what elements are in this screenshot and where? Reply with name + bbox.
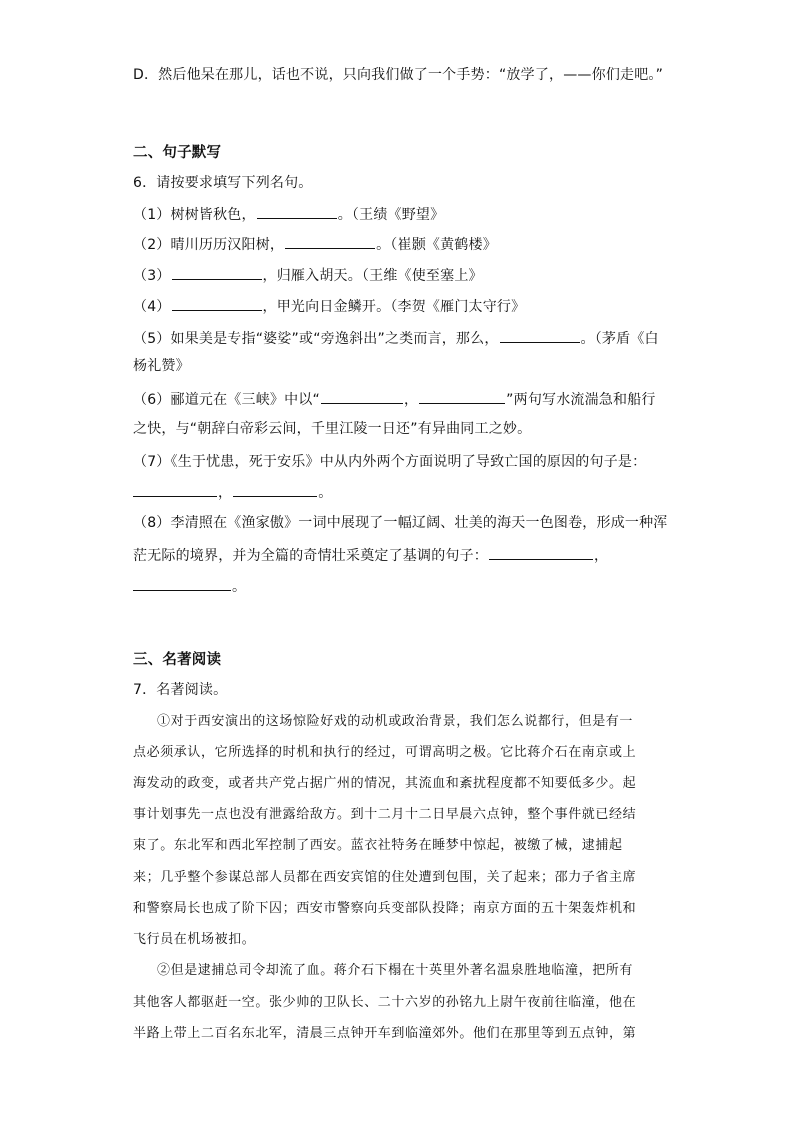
q6-item-7-comma: ， xyxy=(218,485,233,501)
q6-item-3-num: （3） xyxy=(133,268,171,284)
q6-item-1-text: （1）树树皆秋色， xyxy=(133,207,256,223)
q6-item-8-line1: （8）李清照在《渔家傲》一词中展现了一幅辽阔、壮美的海天一色图卷，形成一种浑 xyxy=(133,515,668,531)
q6-item-6-comma: ， xyxy=(403,392,419,408)
q6-item-8-comma: ， xyxy=(594,548,609,564)
q6-item-6-text: （6）郦道元在《三峡》中以“ xyxy=(133,392,320,408)
answer-blank xyxy=(285,234,375,249)
q6-item-5-source: 。（茅盾《白 xyxy=(580,331,659,347)
q6-item-7-line2 xyxy=(133,482,332,503)
answer-blank xyxy=(489,545,593,560)
q6-item-4 xyxy=(133,296,525,317)
passage-line: 来；几乎整个参谋总部人员都在西安宾馆的住处遭到包围，关了起来；邵力子省主席 xyxy=(133,870,637,885)
q6-item-2-source: 。（崔颢《黄鹤楼》 xyxy=(376,237,497,253)
passage-line: 半路上带上二百名东北军，清晨三点钟开车到临潼郊外。他们在那里等到五点钟，第 xyxy=(133,1026,637,1041)
q6-item-5-line1 xyxy=(133,328,659,349)
passage-line: 其他客人都驱赶一空。张少帅的卫队长、二十六岁的孙铭九上尉午夜前往临潼，他在 xyxy=(133,995,637,1010)
answer-blank xyxy=(321,389,403,404)
q6-item-3 xyxy=(133,265,483,286)
answer-blank xyxy=(133,576,231,591)
passage-line: ①对于西安演出的这场惊险好戏的动机或政治背景，我们怎么说都行，但是有一 xyxy=(157,714,634,729)
q6-item-1 xyxy=(133,204,444,225)
section3-title: 三、名著阅读 xyxy=(133,652,222,668)
passage-line: ②但是逮捕总司令却流了血。蒋介石下榻在十英里外著名温泉胜地临潼，把所有 xyxy=(157,963,634,978)
q6-item-2-text: （2）晴川历历汉阳树， xyxy=(133,237,285,253)
q6-item-5-line2: 杨礼赞》 xyxy=(133,358,190,374)
q5-option-d: D．然后他呆在那儿，话也不说，只向我们做了一个手势：“放学了，——你们走吧。” xyxy=(133,67,664,83)
answer-blank xyxy=(133,482,217,497)
q6-item-6-line2: 之快，与“朝辞白帝彩云间，千里江陵一日还”有异曲同工之妙。 xyxy=(133,421,532,437)
q6-item-8-line2 xyxy=(133,545,608,566)
q6-item-2 xyxy=(133,234,497,255)
passage-line: 和警察局长也成了阶下囚；西安市警察向兵变部队投降；南京方面的五十架轰炸机和 xyxy=(133,901,637,916)
q6-item-7-period: 。 xyxy=(318,485,333,501)
answer-blank xyxy=(172,296,262,311)
passage-line: 束了。东北军和西北军控制了西安。蓝衣社特务在睡梦中惊起，被缴了械，逮捕起 xyxy=(133,838,623,853)
q6-item-8-period: 。 xyxy=(232,579,247,595)
q6-item-6-line1 xyxy=(133,389,656,410)
q6-item-5-text: （5）如果美是专指“婆娑”或“旁逸斜出”之类而言，那么， xyxy=(133,331,499,347)
passage-line: 事计划事先一点也没有泄露给敌方。到十二月十二日早晨六点钟，整个事件就已经结 xyxy=(133,807,637,822)
passage-line: 点必须承认，它所选择的时机和执行的经过，可谓高明之极。它比蒋介石在南京或上 xyxy=(133,745,637,760)
q6-item-1-source: 。（王绩《野望》 xyxy=(337,207,445,223)
answer-blank xyxy=(419,389,505,404)
passage-line: 海发动的政变，或者共产党占据广州的情况，其流血和紊扰程度都不知要低多少。起 xyxy=(133,776,637,791)
passage-line: 飞行员在机场被扣。 xyxy=(133,932,256,947)
q7-stem: 7．名著阅读。 xyxy=(133,682,228,698)
answer-blank xyxy=(233,482,317,497)
answer-blank xyxy=(500,328,580,343)
q6-item-3-text: ，归雁入胡天。（王维《使至塞上》 xyxy=(262,268,483,284)
q6-item-8-text: 茫无际的境界，并为全篇的奇情壮采奠定了基调的句子： xyxy=(133,548,488,564)
q6-stem: 6．请按要求填写下列名句。 xyxy=(133,175,313,191)
answer-blank xyxy=(257,204,337,219)
answer-blank xyxy=(172,265,262,280)
q6-item-7-line1: （7）《生于忧患，死于安乐》中从内外两个方面说明了导致亡国的原因的句子是： xyxy=(133,454,647,470)
q6-item-6-text-end: ”两句写水流湍急和船行 xyxy=(506,392,656,408)
q6-item-4-num: （4） xyxy=(133,299,171,315)
q6-item-4-text: ，甲光向日金鳞开。（李贺《雁门太守行》 xyxy=(262,299,526,315)
section2-title: 二、句子默写 xyxy=(133,145,222,161)
q6-item-8-line3 xyxy=(133,576,246,597)
